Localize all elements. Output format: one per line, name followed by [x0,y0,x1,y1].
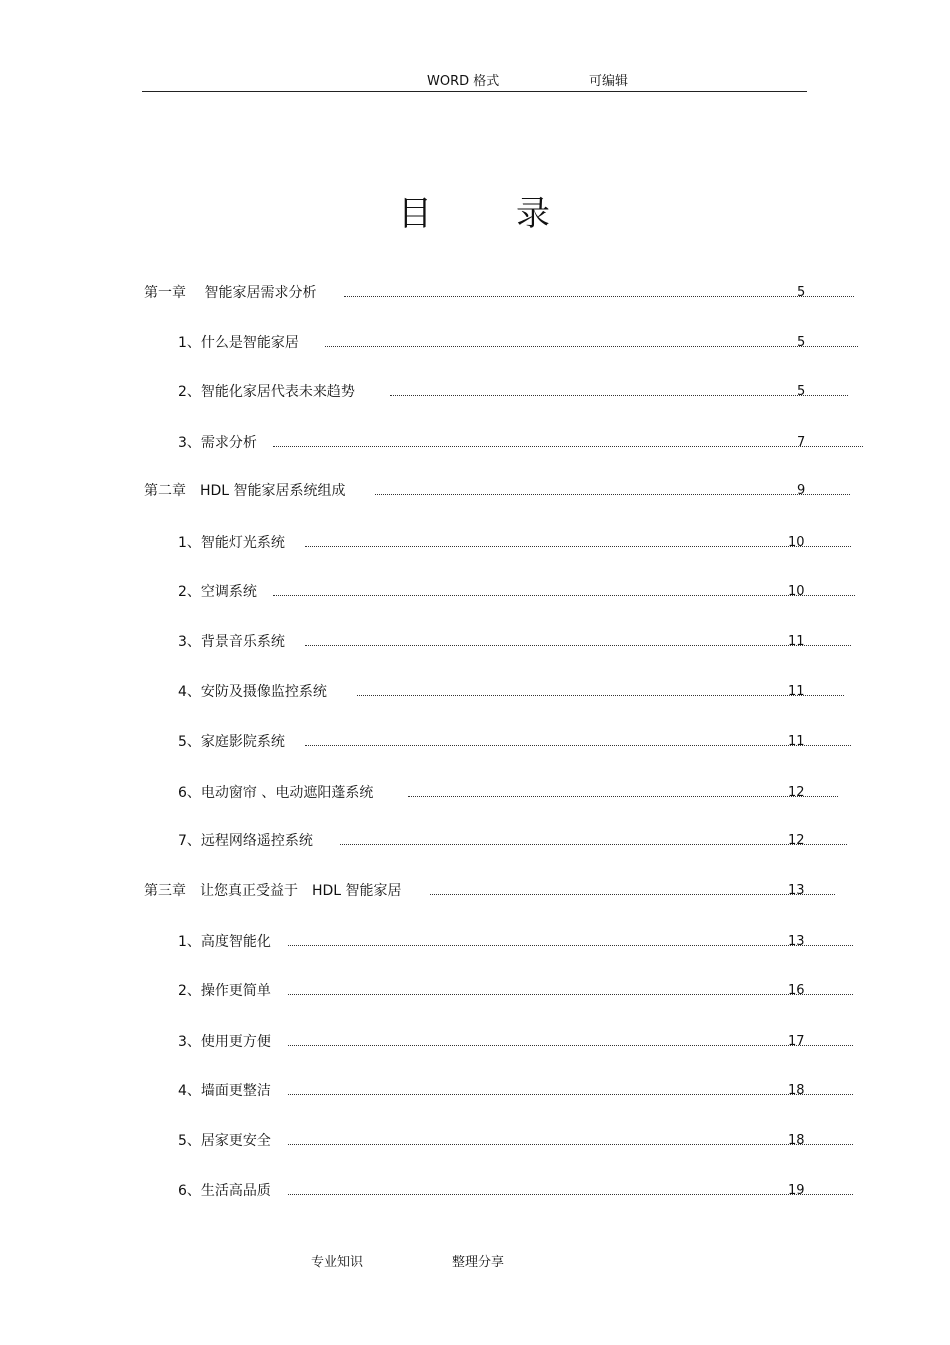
toc-entry-page: 10 [788,535,805,550]
toc-leader-dots [357,695,844,696]
toc-leader-dots [325,346,858,347]
toc-entry-page: 11 [788,734,805,749]
toc-leader-dots [288,1094,853,1095]
toc-entry-page: 10 [788,584,805,599]
toc-leader-dots [430,894,835,895]
toc-entry-label: 第三章 让您真正受益于 HDL 智能家居 [144,883,402,899]
toc-entry-label: 6、电动窗帘 、电动遮阳蓬系统 [178,785,374,801]
toc-entry-label: 3、背景音乐系统 [178,634,285,650]
toc-entry-label: 第一章 智能家居需求分析 [144,285,317,301]
title-char-1: 目 [398,194,434,234]
toc-leader-dots [305,745,851,746]
toc-leader-dots [305,546,851,547]
header-format-label: WORD 格式 [427,74,500,89]
toc-entry-page: 5 [797,285,806,300]
toc-entry-page: 12 [788,785,805,800]
page-title [0,186,950,235]
toc-entry-page: 17 [788,1034,805,1049]
toc-entry-label: 4、安防及摄像监控系统 [178,684,327,700]
toc-entry-page: 18 [788,1083,805,1098]
toc-leader-dots [273,595,855,596]
toc-entry-label: 1、高度智能化 [178,934,271,950]
toc-entry-page: 5 [797,335,806,350]
toc-entry-page: 11 [788,634,805,649]
toc-entry-label: 1、智能灯光系统 [178,535,285,551]
toc-entry-label: 5、家庭影院系统 [178,734,285,750]
toc-entry-label: 3、使用更方便 [178,1034,271,1050]
title-char-2: 录 [516,194,552,234]
toc-leader-dots [288,1045,853,1046]
toc-entry-label: 3、需求分析 [178,435,257,451]
toc-leader-dots [288,1194,853,1195]
toc-entry-page: 18 [788,1133,805,1148]
toc-entry-page: 19 [788,1183,805,1198]
toc-entry-page: 11 [788,684,805,699]
toc-entry-page: 16 [788,983,805,998]
toc-entry-label: 6、生活高品质 [178,1183,271,1199]
toc-entry-page: 12 [788,833,805,848]
toc-leader-dots [344,296,854,297]
footer-right-text: 整理分享 [452,1255,505,1270]
toc-entry-label: 4、墙面更整洁 [178,1083,271,1099]
toc-leader-dots [340,844,847,845]
toc-entry-label: 1、什么是智能家居 [178,335,299,351]
toc-leader-dots [288,1144,853,1145]
toc-entry-label: 2、空调系统 [178,584,257,600]
header-rule [142,91,807,92]
toc-entry-label: 2、操作更简单 [178,983,271,999]
footer-left-text: 专业知识 [311,1255,364,1270]
toc-entry-page: 7 [797,435,806,450]
header-editable-label: 可编辑 [589,74,629,89]
toc-leader-dots [305,645,851,646]
toc-leader-dots [288,994,853,995]
page-header [0,70,950,88]
toc-entry-page: 13 [788,883,805,898]
toc-entry-page: 5 [797,384,806,399]
toc-leader-dots [288,945,853,946]
toc-leader-dots [390,395,848,396]
toc-leader-dots [375,494,850,495]
toc-entry-label: 5、居家更安全 [178,1133,271,1149]
toc-entry-label: 2、智能化家居代表未来趋势 [178,384,355,400]
toc-leader-dots [408,796,838,797]
toc-entry-label: 第二章 HDL 智能家居系统组成 [144,483,346,499]
toc-entry-page: 13 [788,934,805,949]
toc-entry-page: 9 [797,483,806,498]
toc-leader-dots [273,446,863,447]
toc-entry-label: 7、远程网络遥控系统 [178,833,313,849]
